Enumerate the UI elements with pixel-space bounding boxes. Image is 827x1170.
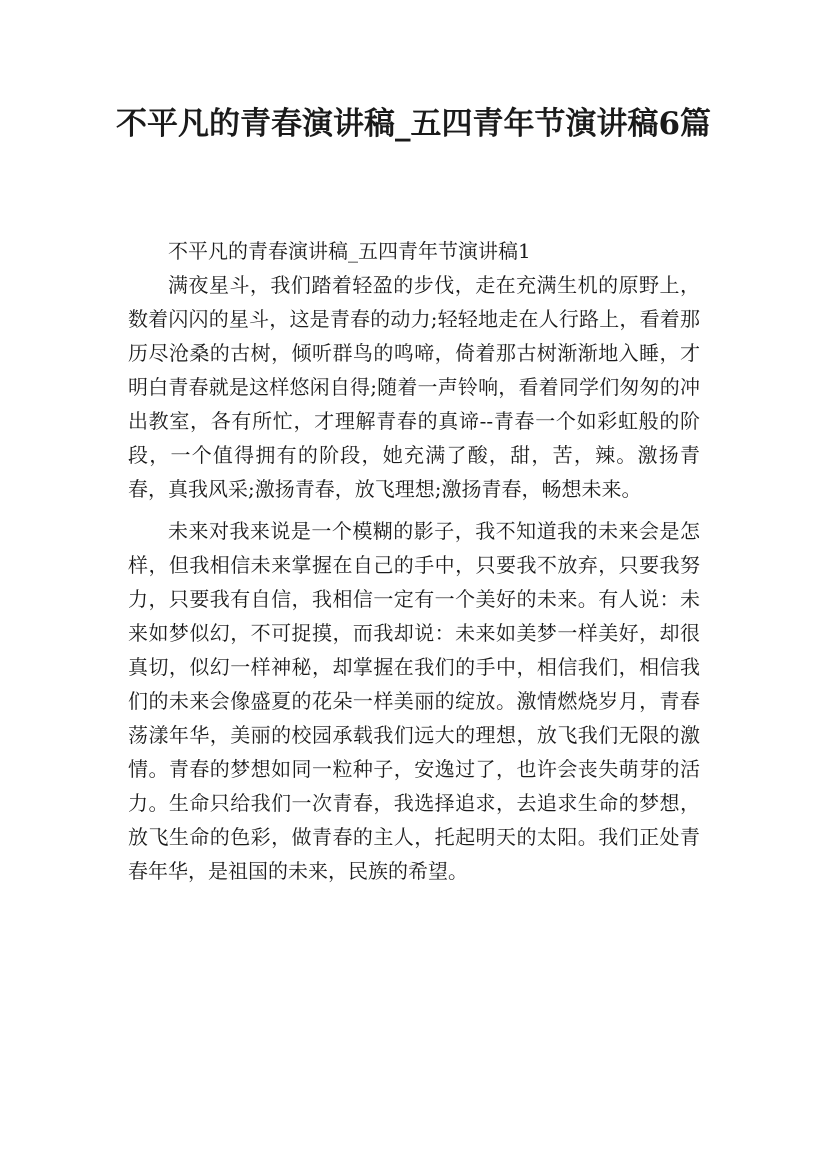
paragraph-1: 满夜星斗，我们踏着轻盈的步伐，走在充满生机的原野上，数着闪闪的星斗，这是青春的动力;轻轻地走在人行路上，看着那历尽沧桑的古树，倾听群鸟的鸣啼，倚着那古树渐渐地入睡，才明白青春就是这样悠闲自得;随着一声铃响，看着同学们匆匆的冲出教室，各有所忙，才理解青春的真谛--青春一个如彩虹般的阶段，一个值得拥有的阶段，她充满了酸，甜，苦，辣。激扬青春，真我风采;激扬青春，放飞理想;激扬青春，畅想未来。 <box>128 273 700 501</box>
document-body <box>128 234 700 888</box>
paragraph-2: 未来对我来说是一个模糊的影子，我不知道我的未来会是怎样，但我相信未来掌握在自己的手中，只要我不放弃，只要我努力，只要我有自信，我相信一定有一个美好的未来。有人说：未来如梦似幻，不可捉摸，而我却说：未来如美梦一样美好，却很真切，似幻一样神秘，却掌握在我们的手中，相信我们，相信我们的未来会像盛夏的花朵一样美丽的绽放。激情燃烧岁月，青春荡漾年华，美丽的校园承载我们远大的理想，放飞我们无限的激情。青春的梦想如同一粒种子，安逸过了，也许会丧失萌芽的活力。生命只给我们一次青春，我选择追求，去追求生命的梦想，放飞生命的色彩，做青春的主人，托起明天的太阳。我们正处青春年华，是祖国的未来，民族的希望。 <box>128 519 700 883</box>
document-title: 不平凡的青春演讲稿_五四青年节演讲稿6篇 <box>115 106 712 142</box>
section-heading: 不平凡的青春演讲稿_五四青年节演讲稿1 <box>168 239 531 263</box>
